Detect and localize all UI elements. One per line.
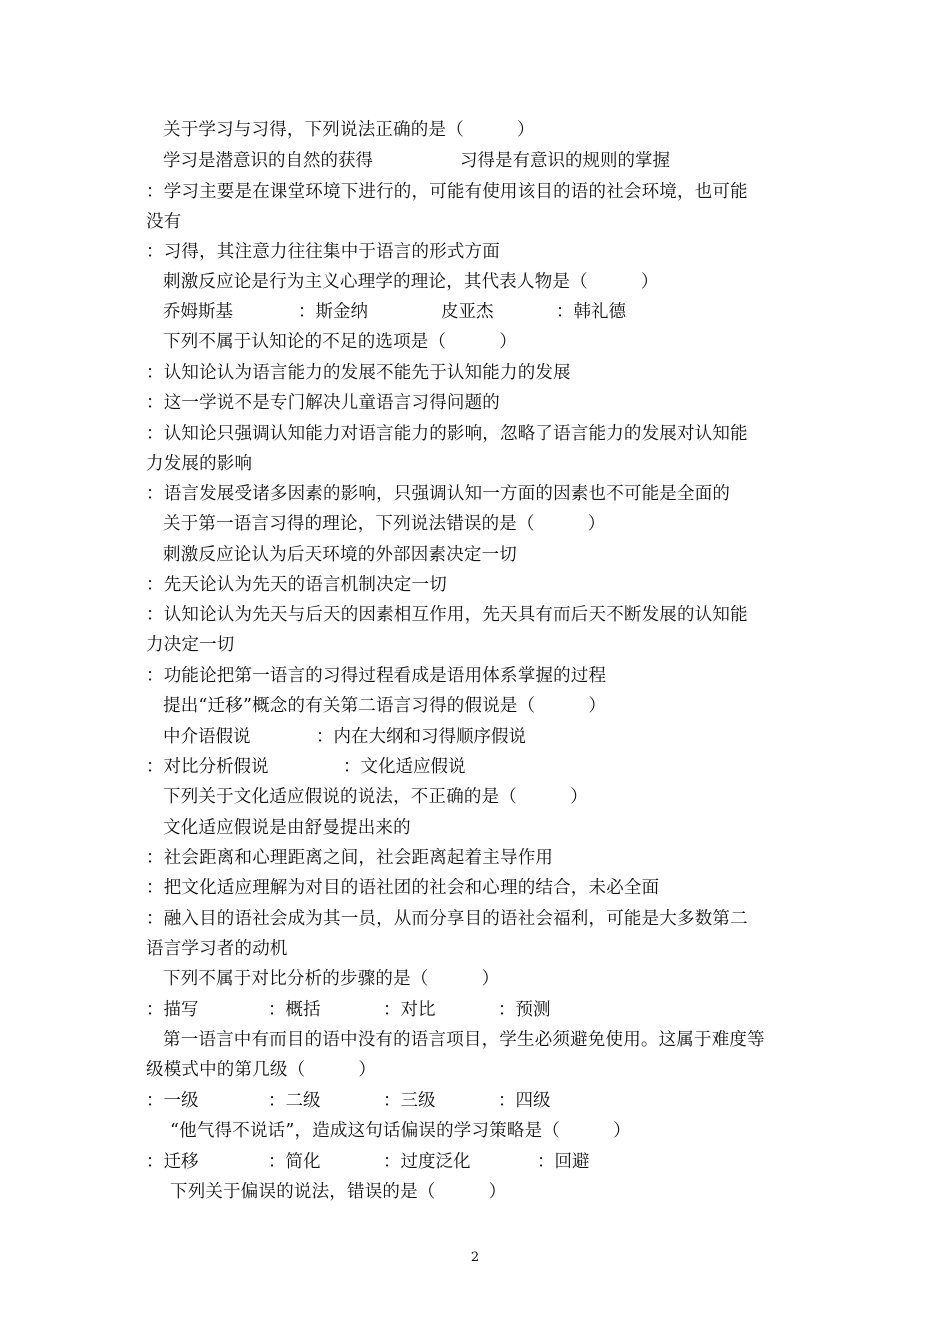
question-text: 下列关于文化适应假说的说法，不正确的是（ ） [163, 787, 588, 807]
option-text: ：社会距离和心理距离之间，社会距离起着主导作用 [146, 848, 554, 868]
question-text: 关于学习与习得，下列说法正确的是（ ） [163, 120, 535, 140]
option-text: 中介语假说 [163, 727, 251, 747]
question-text: 第一语言中有而目的语中没有的语言项目，学生必须避免使用。这属于难度等 [163, 1030, 765, 1050]
question-text: 下列不属于对比分析的步骤的是（ ） [163, 969, 500, 989]
option-text: ：描写 [146, 1000, 199, 1020]
option-text: ：回避 [537, 1152, 590, 1172]
option-text: 没有 [146, 212, 182, 232]
option-text: 文化适应假说是由舒曼提出来的 [163, 818, 411, 838]
option-text: ：四级 [498, 1091, 551, 1111]
option-text: ：二级 [268, 1091, 321, 1111]
option-text: ：习得，其注意力往往集中于语言的形式方面 [146, 242, 500, 262]
option-text: ：斯金纳 [298, 302, 368, 322]
option-text: ：认知论认为语言能力的发展不能先于认知能力的发展 [146, 363, 571, 383]
option-text: ：融入目的语社会成为其一员，从而分享目的语社会福利，可能是大多数第二 [146, 909, 748, 929]
option-text: ：内在大纲和习得顺序假说 [316, 727, 526, 747]
option-text: ：预测 [498, 1000, 551, 1020]
option-text: ：简化 [268, 1152, 321, 1172]
question-text: 下列不属于认知论的不足的选项是（ ） [163, 332, 517, 352]
option-text: 语言学习者的动机 [146, 939, 288, 959]
option-text: ：这一学说不是专门解决儿童语言习得问题的 [146, 393, 500, 413]
option-text: ：概括 [268, 1000, 321, 1020]
option-text: ：语言发展受诸多因素的影响，只强调认知一方面的因素也不可能是全面的 [146, 484, 731, 504]
option-text: ：认知论认为先天与后天的因素相互作用，先天具有而后天不断发展的认知能 [146, 605, 748, 625]
option-text: 习得是有意识的规则的掌握 [460, 151, 670, 171]
option-text: 皮亚杰 [441, 302, 494, 322]
option-text: 乔姆斯基 [163, 302, 233, 322]
option-text: ：三级 [383, 1091, 436, 1111]
option-text: 刺激反应论认为后天环境的外部因素决定一切 [163, 545, 517, 565]
option-text: ：认知论只强调认知能力对语言能力的影响，忽略了语言能力的发展对认知能 [146, 424, 748, 444]
option-text: ：迁移 [146, 1152, 199, 1172]
option-text: ：功能论把第一语言的习得过程看成是语用体系掌握的过程 [146, 666, 607, 686]
question-text: 刺激反应论是行为主义心理学的理论，其代表人物是（ ） [163, 272, 659, 292]
question-text: 级模式中的第几级（ ） [146, 1060, 377, 1080]
option-text: ：先天论认为先天的语言机制决定一切 [146, 575, 447, 595]
option-text: ：对比 [383, 1000, 436, 1020]
page-number: 2 [470, 1250, 480, 1265]
option-text: 学习是潜意识的自然的获得 [163, 151, 373, 171]
option-text: 力发展的影响 [146, 454, 253, 474]
question-text: “他气得不说话”，造成这句话偏误的学习策略是（ ） [170, 1121, 631, 1141]
question-text: 下列关于偏误的说法，错误的是（ ） [170, 1182, 507, 1202]
option-text: ：过度泛化 [383, 1152, 471, 1172]
option-text: ：把文化适应理解为对目的语社团的社会和心理的结合，未必全面 [146, 878, 660, 898]
question-text: 提出“迁移”概念的有关第二语言习得的假说是（ ） [163, 696, 607, 716]
option-text: ：对比分析假说 [146, 757, 269, 777]
option-text: ：学习主要是在课堂环境下进行的，可能有使用该目的语的社会环境，也可能 [146, 182, 748, 202]
option-text: 力决定一切 [146, 635, 235, 655]
option-text: ：一级 [146, 1091, 199, 1111]
question-text: 关于第一语言习得的理论，下列说法错误的是（ ） [163, 514, 606, 534]
option-text: ：文化适应假说 [343, 757, 466, 777]
option-text: ：韩礼德 [556, 302, 626, 322]
